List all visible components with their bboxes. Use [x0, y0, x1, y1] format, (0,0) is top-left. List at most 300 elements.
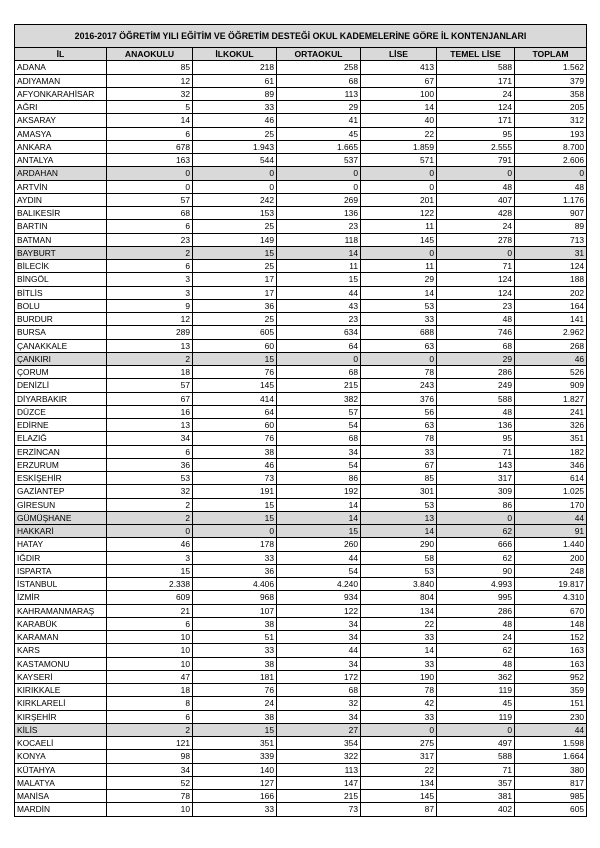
cell-toplam: 248 — [515, 564, 587, 577]
cell-ilkokul: 51 — [193, 631, 277, 644]
cell-temel-lise: 24 — [437, 220, 515, 233]
cell-ortaokul: 0 — [277, 352, 361, 365]
cell-province: KARS — [15, 644, 107, 657]
cell-province: AĞRI — [15, 101, 107, 114]
cell-temel-lise: 68 — [437, 339, 515, 352]
cell-ilkokul: 544 — [193, 154, 277, 167]
table-row — [15, 697, 587, 710]
cell-ilkokul: 33 — [193, 644, 277, 657]
cell-ilkokul: 76 — [193, 684, 277, 697]
cell-toplam: 182 — [515, 445, 587, 458]
cell-ilkokul: 242 — [193, 193, 277, 206]
col-header-toplam: TOPLAM — [515, 48, 587, 61]
cell-toplam: 4.310 — [515, 591, 587, 604]
cell-anaokulu: 2 — [107, 511, 193, 524]
cell-ilkokul: 46 — [193, 458, 277, 471]
cell-anaokulu: 32 — [107, 87, 193, 100]
cell-temel-lise: 71 — [437, 260, 515, 273]
cell-ilkokul: 25 — [193, 127, 277, 140]
cell-toplam: 44 — [515, 723, 587, 736]
cell-lise: 78 — [361, 366, 437, 379]
cell-ortaokul: 537 — [277, 154, 361, 167]
cell-temel-lise: 45 — [437, 697, 515, 710]
cell-anaokulu: 2 — [107, 246, 193, 259]
cell-anaokulu: 34 — [107, 432, 193, 445]
cell-temel-lise: 48 — [437, 657, 515, 670]
cell-anaokulu: 6 — [107, 445, 193, 458]
cell-lise: 134 — [361, 604, 437, 617]
table-row — [15, 670, 587, 683]
cell-province: KARABÜK — [15, 617, 107, 630]
cell-ortaokul: 54 — [277, 458, 361, 471]
cell-temel-lise: 4.993 — [437, 578, 515, 591]
table-row — [15, 790, 587, 803]
cell-temel-lise: 317 — [437, 472, 515, 485]
table-title: 2016-2017 ÖĞRETİM YILI EĞİTİM VE ÖĞRETİM DESTEĞİ OKUL KADEMELERİNE GÖRE İL KONTENJANLARI — [15, 25, 587, 48]
table-row — [15, 392, 587, 405]
cell-toplam: 605 — [515, 803, 587, 816]
cell-temel-lise: 362 — [437, 670, 515, 683]
cell-ortaokul: 68 — [277, 432, 361, 445]
cell-ilkokul: 218 — [193, 61, 277, 74]
cell-ortaokul: 634 — [277, 326, 361, 339]
cell-toplam: 19.817 — [515, 578, 587, 591]
cell-anaokulu: 78 — [107, 790, 193, 803]
cell-anaokulu: 47 — [107, 670, 193, 683]
cell-ilkokul: 15 — [193, 352, 277, 365]
table-row — [15, 564, 587, 577]
cell-ortaokul: 215 — [277, 790, 361, 803]
table-row — [15, 87, 587, 100]
cell-anaokulu: 46 — [107, 538, 193, 551]
cell-ilkokul: 38 — [193, 710, 277, 723]
cell-lise: 145 — [361, 233, 437, 246]
cell-toplam: 193 — [515, 127, 587, 140]
cell-toplam: 713 — [515, 233, 587, 246]
cell-anaokulu: 53 — [107, 472, 193, 485]
cell-toplam: 46 — [515, 352, 587, 365]
cell-temel-lise: 48 — [437, 313, 515, 326]
cell-lise: 122 — [361, 207, 437, 220]
cell-toplam: 148 — [515, 617, 587, 630]
cell-province: ELAZIĞ — [15, 432, 107, 445]
cell-lise: 11 — [361, 260, 437, 273]
cell-toplam: 614 — [515, 472, 587, 485]
col-header-temel-lise: TEMEL LİSE — [437, 48, 515, 61]
cell-ilkokul: 33 — [193, 101, 277, 114]
cell-province: BİNGÖL — [15, 273, 107, 286]
cell-temel-lise: 791 — [437, 154, 515, 167]
cell-lise: 571 — [361, 154, 437, 167]
cell-province: ÇANKIRI — [15, 352, 107, 365]
cell-anaokulu: 6 — [107, 260, 193, 273]
cell-ilkokul: 61 — [193, 74, 277, 87]
table-row — [15, 803, 587, 816]
cell-toplam: 985 — [515, 790, 587, 803]
cell-anaokulu: 16 — [107, 405, 193, 418]
cell-temel-lise: 124 — [437, 101, 515, 114]
cell-toplam: 268 — [515, 339, 587, 352]
cell-ilkokul: 46 — [193, 114, 277, 127]
table-row — [15, 326, 587, 339]
cell-toplam: 817 — [515, 776, 587, 789]
cell-temel-lise: 278 — [437, 233, 515, 246]
cell-anaokulu: 5 — [107, 101, 193, 114]
cell-ortaokul: 382 — [277, 392, 361, 405]
cell-temel-lise: 86 — [437, 498, 515, 511]
cell-anaokulu: 609 — [107, 591, 193, 604]
cell-ortaokul: 41 — [277, 114, 361, 127]
cell-province: MALATYA — [15, 776, 107, 789]
cell-lise: 301 — [361, 485, 437, 498]
cell-lise: 0 — [361, 180, 437, 193]
cell-toplam: 351 — [515, 432, 587, 445]
cell-lise: 0 — [361, 352, 437, 365]
cell-toplam: 380 — [515, 763, 587, 776]
cell-anaokulu: 6 — [107, 220, 193, 233]
cell-toplam: 124 — [515, 260, 587, 273]
cell-toplam: 359 — [515, 684, 587, 697]
cell-toplam: 205 — [515, 101, 587, 114]
cell-ortaokul: 1.665 — [277, 140, 361, 153]
cell-anaokulu: 163 — [107, 154, 193, 167]
table-row — [15, 127, 587, 140]
cell-anaokulu: 14 — [107, 114, 193, 127]
table-row — [15, 339, 587, 352]
cell-ilkokul: 0 — [193, 167, 277, 180]
cell-toplam: 141 — [515, 313, 587, 326]
cell-temel-lise: 124 — [437, 286, 515, 299]
table-row — [15, 246, 587, 259]
cell-lise: 53 — [361, 564, 437, 577]
cell-lise: 42 — [361, 697, 437, 710]
cell-anaokulu: 34 — [107, 763, 193, 776]
cell-ortaokul: 34 — [277, 617, 361, 630]
cell-lise: 13 — [361, 511, 437, 524]
cell-toplam: 0 — [515, 167, 587, 180]
cell-province: BARTIN — [15, 220, 107, 233]
cell-province: ANTALYA — [15, 154, 107, 167]
cell-toplam: 1.025 — [515, 485, 587, 498]
cell-toplam: 952 — [515, 670, 587, 683]
cell-lise: 275 — [361, 737, 437, 750]
table-row — [15, 551, 587, 564]
cell-province: DİYARBAKIR — [15, 392, 107, 405]
cell-province: ARTVİN — [15, 180, 107, 193]
cell-ortaokul: 44 — [277, 286, 361, 299]
cell-anaokulu: 57 — [107, 193, 193, 206]
cell-toplam: 31 — [515, 246, 587, 259]
cell-lise: 22 — [361, 763, 437, 776]
cell-ortaokul: 0 — [277, 180, 361, 193]
cell-toplam: 526 — [515, 366, 587, 379]
cell-anaokulu: 57 — [107, 379, 193, 392]
table-row — [15, 485, 587, 498]
table-row — [15, 776, 587, 789]
cell-anaokulu: 12 — [107, 313, 193, 326]
cell-ilkokul: 38 — [193, 617, 277, 630]
cell-anaokulu: 6 — [107, 127, 193, 140]
cell-temel-lise: 249 — [437, 379, 515, 392]
cell-ortaokul: 118 — [277, 233, 361, 246]
col-header-lise: LİSE — [361, 48, 437, 61]
cell-ortaokul: 34 — [277, 657, 361, 670]
cell-province: KÜTAHYA — [15, 763, 107, 776]
cell-ortaokul: 15 — [277, 525, 361, 538]
cell-ortaokul: 23 — [277, 313, 361, 326]
cell-lise: 22 — [361, 617, 437, 630]
cell-toplam: 379 — [515, 74, 587, 87]
cell-ortaokul: 934 — [277, 591, 361, 604]
table-row — [15, 419, 587, 432]
cell-province: BİLECİK — [15, 260, 107, 273]
cell-ortaokul: 192 — [277, 485, 361, 498]
cell-ortaokul: 14 — [277, 498, 361, 511]
cell-temel-lise: 136 — [437, 419, 515, 432]
cell-ortaokul: 269 — [277, 193, 361, 206]
cell-ilkokul: 38 — [193, 657, 277, 670]
cell-ortaokul: 73 — [277, 803, 361, 816]
cell-anaokulu: 6 — [107, 710, 193, 723]
cell-ortaokul: 136 — [277, 207, 361, 220]
cell-ilkokul: 414 — [193, 392, 277, 405]
cell-lise: 56 — [361, 405, 437, 418]
cell-lise: 3.840 — [361, 578, 437, 591]
cell-lise: 100 — [361, 87, 437, 100]
cell-anaokulu: 10 — [107, 631, 193, 644]
cell-toplam: 1.664 — [515, 750, 587, 763]
cell-toplam: 2.962 — [515, 326, 587, 339]
cell-ilkokul: 33 — [193, 551, 277, 564]
cell-anaokulu: 13 — [107, 419, 193, 432]
cell-anaokulu: 23 — [107, 233, 193, 246]
cell-lise: 290 — [361, 538, 437, 551]
cell-lise: 22 — [361, 127, 437, 140]
cell-ortaokul: 113 — [277, 87, 361, 100]
table-row — [15, 498, 587, 511]
cell-lise: 33 — [361, 710, 437, 723]
cell-province: ISPARTA — [15, 564, 107, 577]
cell-lise: 145 — [361, 790, 437, 803]
table-row — [15, 405, 587, 418]
cell-lise: 33 — [361, 445, 437, 458]
cell-anaokulu: 52 — [107, 776, 193, 789]
cell-lise: 190 — [361, 670, 437, 683]
cell-ilkokul: 145 — [193, 379, 277, 392]
col-header-anaokulu: ANAOKULU — [107, 48, 193, 61]
cell-province: KASTAMONU — [15, 657, 107, 670]
cell-province: AKSARAY — [15, 114, 107, 127]
cell-lise: 33 — [361, 657, 437, 670]
cell-province: ÇANAKKALE — [15, 339, 107, 352]
cell-province: KAYSERİ — [15, 670, 107, 683]
cell-toplam: 346 — [515, 458, 587, 471]
cell-temel-lise: 71 — [437, 763, 515, 776]
cell-temel-lise: 286 — [437, 604, 515, 617]
table-row — [15, 737, 587, 750]
cell-anaokulu: 2 — [107, 723, 193, 736]
cell-toplam: 89 — [515, 220, 587, 233]
table-row — [15, 193, 587, 206]
cell-province: GÜMÜŞHANE — [15, 511, 107, 524]
cell-ortaokul: 0 — [277, 167, 361, 180]
table-row — [15, 180, 587, 193]
cell-toplam: 200 — [515, 551, 587, 564]
table-row — [15, 379, 587, 392]
cell-anaokulu: 67 — [107, 392, 193, 405]
cell-province: KIRKLARELİ — [15, 697, 107, 710]
cell-temel-lise: 95 — [437, 432, 515, 445]
cell-temel-lise: 171 — [437, 114, 515, 127]
cell-lise: 63 — [361, 419, 437, 432]
cell-ilkokul: 339 — [193, 750, 277, 763]
cell-anaokulu: 98 — [107, 750, 193, 763]
cell-temel-lise: 29 — [437, 352, 515, 365]
table-row — [15, 167, 587, 180]
table-row — [15, 260, 587, 273]
cell-ortaokul: 54 — [277, 419, 361, 432]
cell-lise: 63 — [361, 339, 437, 352]
cell-ilkokul: 89 — [193, 87, 277, 100]
cell-anaokulu: 289 — [107, 326, 193, 339]
table-row — [15, 61, 587, 74]
cell-toplam: 1.827 — [515, 392, 587, 405]
cell-toplam: 152 — [515, 631, 587, 644]
cell-anaokulu: 678 — [107, 140, 193, 153]
cell-temel-lise: 171 — [437, 74, 515, 87]
cell-anaokulu: 121 — [107, 737, 193, 750]
cell-lise: 804 — [361, 591, 437, 604]
cell-temel-lise: 71 — [437, 445, 515, 458]
table-row — [15, 750, 587, 763]
table-row — [15, 432, 587, 445]
cell-ortaokul: 45 — [277, 127, 361, 140]
table-row — [15, 538, 587, 551]
cell-ortaokul: 34 — [277, 445, 361, 458]
table-row — [15, 617, 587, 630]
cell-temel-lise: 0 — [437, 167, 515, 180]
cell-province: ERZİNCAN — [15, 445, 107, 458]
cell-ilkokul: 153 — [193, 207, 277, 220]
cell-province: KONYA — [15, 750, 107, 763]
cell-toplam: 1.176 — [515, 193, 587, 206]
cell-ortaokul: 258 — [277, 61, 361, 74]
table-row — [15, 352, 587, 365]
cell-province: IĞDIR — [15, 551, 107, 564]
cell-lise: 33 — [361, 313, 437, 326]
cell-ortaokul: 147 — [277, 776, 361, 789]
header-row — [15, 48, 587, 61]
cell-temel-lise: 0 — [437, 723, 515, 736]
cell-ilkokul: 25 — [193, 260, 277, 273]
cell-ilkokul: 15 — [193, 498, 277, 511]
cell-ilkokul: 1.943 — [193, 140, 277, 153]
cell-ilkokul: 107 — [193, 604, 277, 617]
cell-lise: 317 — [361, 750, 437, 763]
cell-ortaokul: 113 — [277, 763, 361, 776]
cell-lise: 688 — [361, 326, 437, 339]
cell-temel-lise: 588 — [437, 392, 515, 405]
cell-ilkokul: 38 — [193, 445, 277, 458]
table-row — [15, 604, 587, 617]
table-row — [15, 233, 587, 246]
cell-anaokulu: 10 — [107, 803, 193, 816]
cell-lise: 243 — [361, 379, 437, 392]
cell-lise: 14 — [361, 101, 437, 114]
cell-ortaokul: 44 — [277, 644, 361, 657]
cell-temel-lise: 124 — [437, 273, 515, 286]
table-row — [15, 101, 587, 114]
cell-toplam: 163 — [515, 644, 587, 657]
table-row — [15, 458, 587, 471]
cell-province: BİTLİS — [15, 286, 107, 299]
col-header-ilkokul: İLKOKUL — [193, 48, 277, 61]
cell-anaokulu: 2 — [107, 352, 193, 365]
cell-toplam: 44 — [515, 511, 587, 524]
cell-temel-lise: 2.555 — [437, 140, 515, 153]
cell-province: BURDUR — [15, 313, 107, 326]
cell-anaokulu: 85 — [107, 61, 193, 74]
cell-ortaokul: 43 — [277, 299, 361, 312]
cell-toplam: 188 — [515, 273, 587, 286]
cell-lise: 87 — [361, 803, 437, 816]
cell-toplam: 907 — [515, 207, 587, 220]
cell-ilkokul: 181 — [193, 670, 277, 683]
cell-ilkokul: 15 — [193, 246, 277, 259]
cell-province: GAZİANTEP — [15, 485, 107, 498]
cell-ilkokul: 36 — [193, 564, 277, 577]
cell-anaokulu: 36 — [107, 458, 193, 471]
cell-ortaokul: 11 — [277, 260, 361, 273]
cell-ilkokul: 73 — [193, 472, 277, 485]
cell-ilkokul: 60 — [193, 419, 277, 432]
cell-province: KİLİS — [15, 723, 107, 736]
cell-toplam: 1.440 — [515, 538, 587, 551]
cell-ilkokul: 149 — [193, 233, 277, 246]
cell-province: KIRIKKALE — [15, 684, 107, 697]
cell-lise: 85 — [361, 472, 437, 485]
cell-province: DENİZLİ — [15, 379, 107, 392]
cell-lise: 134 — [361, 776, 437, 789]
table-body — [15, 61, 587, 816]
table-row — [15, 763, 587, 776]
cell-lise: 33 — [361, 631, 437, 644]
cell-ilkokul: 25 — [193, 313, 277, 326]
table-row — [15, 525, 587, 538]
cell-temel-lise: 666 — [437, 538, 515, 551]
cell-toplam: 8.700 — [515, 140, 587, 153]
table-row — [15, 644, 587, 657]
cell-anaokulu: 10 — [107, 644, 193, 657]
cell-lise: 376 — [361, 392, 437, 405]
cell-ortaokul: 23 — [277, 220, 361, 233]
cell-province: BAYBURT — [15, 246, 107, 259]
cell-temel-lise: 309 — [437, 485, 515, 498]
cell-ortaokul: 68 — [277, 74, 361, 87]
cell-province: KIRŞEHİR — [15, 710, 107, 723]
table-row — [15, 631, 587, 644]
cell-ilkokul: 76 — [193, 366, 277, 379]
cell-ortaokul: 354 — [277, 737, 361, 750]
cell-ortaokul: 4.240 — [277, 578, 361, 591]
cell-ilkokul: 17 — [193, 286, 277, 299]
cell-ortaokul: 32 — [277, 697, 361, 710]
cell-ortaokul: 27 — [277, 723, 361, 736]
cell-ilkokul: 76 — [193, 432, 277, 445]
cell-lise: 53 — [361, 498, 437, 511]
cell-province: BOLU — [15, 299, 107, 312]
cell-temel-lise: 62 — [437, 525, 515, 538]
